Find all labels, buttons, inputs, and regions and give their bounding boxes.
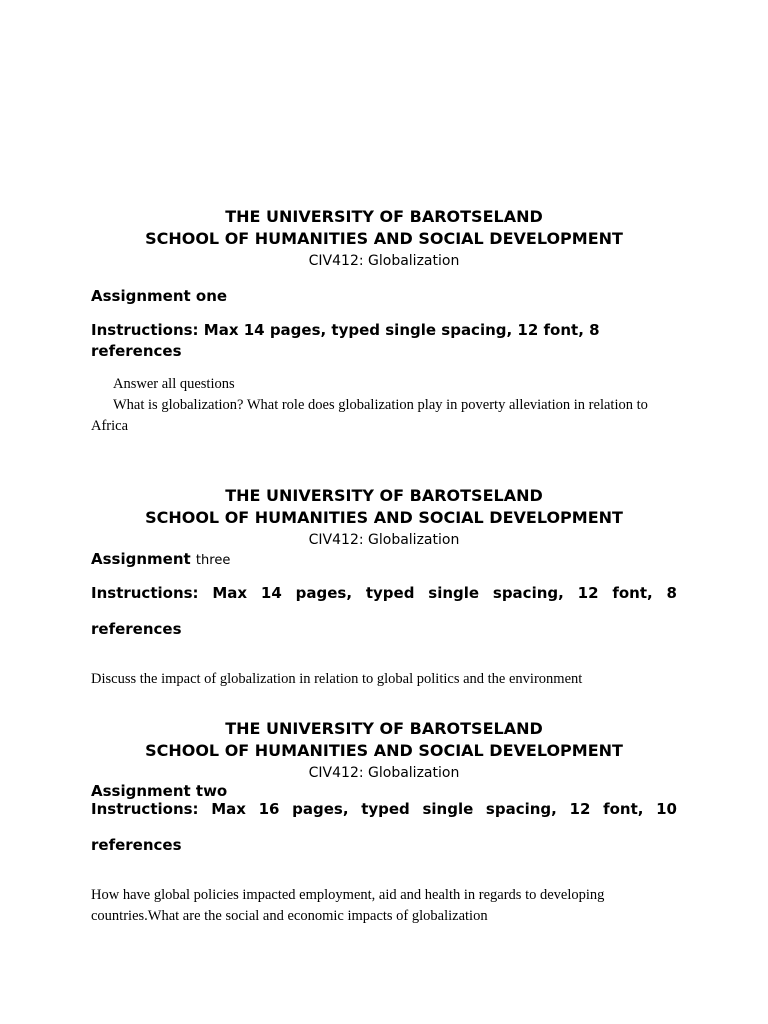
assignment-heading: Assignment one [91, 287, 228, 305]
assignment-question [91, 395, 681, 437]
assignment-label: Assignment [91, 550, 191, 568]
school-title: SCHOOL OF HUMANITIES AND SOCIAL DEVELOPMENT [145, 741, 623, 760]
question-line: What is globalization? What role does globalization play in poverty alleviation in relation to [113, 397, 648, 413]
assignment-instructions: Instructions: Max 14 pages, typed single spacing, 12 font, 8 references [91, 321, 600, 360]
assignment-question: Discuss the impact of globalization in relation to global politics and the environment [91, 671, 583, 687]
assignment-number: three [195, 553, 231, 568]
school-title: SCHOOL OF HUMANITIES AND SOCIAL DEVELOPMENT [145, 229, 623, 248]
question-line: Africa [91, 418, 129, 434]
university-title: THE UNIVERSITY OF BAROTSELAND [225, 207, 543, 226]
question-line: countries.What are the social and economic impacts of globalization [91, 908, 488, 924]
course-title: CIV412: Globalization [308, 253, 460, 269]
university-title: THE UNIVERSITY OF BAROTSELAND [225, 719, 543, 738]
school-title: SCHOOL OF HUMANITIES AND SOCIAL DEVELOPMENT [145, 508, 623, 527]
assignment-intro: Answer all questions [113, 376, 235, 392]
assignment-instructions: Instructions: Max 16 pages, typed single spacing, 12 font, 10 [91, 800, 677, 818]
assignment-instructions-continued: references [91, 836, 182, 854]
assignment-instructions-continued: references [91, 620, 182, 638]
course-title: CIV412: Globalization [308, 765, 460, 781]
course-title: CIV412: Globalization [308, 532, 460, 548]
question-line: How have global policies impacted employment, aid and health in regards to developing [91, 887, 605, 903]
assignment-instructions: Instructions: Max 14 pages, typed single spacing, 12 font, 8 [91, 584, 677, 602]
assignment-question [91, 885, 681, 927]
assignment-heading [91, 549, 677, 571]
assignment-heading: Assignment two [91, 782, 228, 800]
university-title: THE UNIVERSITY OF BAROTSELAND [225, 486, 543, 505]
